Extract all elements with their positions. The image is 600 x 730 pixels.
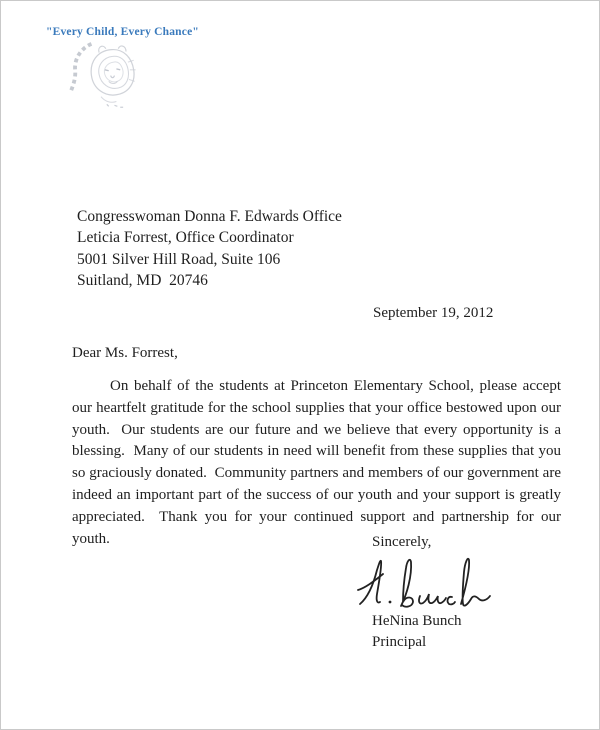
signer-name: HeNina Bunch — [372, 613, 462, 629]
letter-date: September 19, 2012 — [373, 305, 494, 321]
signature-block — [372, 611, 462, 653]
tiger-sketch-icon — [57, 41, 147, 113]
handwritten-signature-icon — [357, 552, 492, 612]
recipient-line: Suitland, MD 20746 — [77, 272, 208, 290]
recipient-line: Leticia Forrest, Office Coordinator — [77, 229, 294, 247]
salutation: Dear Ms. Forrest, — [72, 345, 178, 361]
recipient-line: 5001 Silver Hill Road, Suite 106 — [77, 250, 281, 268]
recipient-line: Congresswoman Donna F. Edwards Office — [77, 208, 342, 225]
recipient-address-block — [77, 206, 342, 292]
signer-title: Principal — [372, 634, 427, 650]
school-motto: "Every Child, Every Chance" — [46, 26, 199, 38]
closing-word: Sincerely, — [372, 534, 432, 550]
letter-body-paragraph: On behalf of the students at Princeton Elementary School, please accept our heartfelt gratitude for the school supplies that your office bestowed upon our youth. Our students are our future and we believe that every opportunity is a blessing. Many of our students in need will benefit from these supplies that you so graciously donated. Community partners and members of our government are indeed an important part of the success of our youth and your support is greatly appreciated. Thank you for your continued support and partnership for our youth. — [72, 378, 565, 547]
